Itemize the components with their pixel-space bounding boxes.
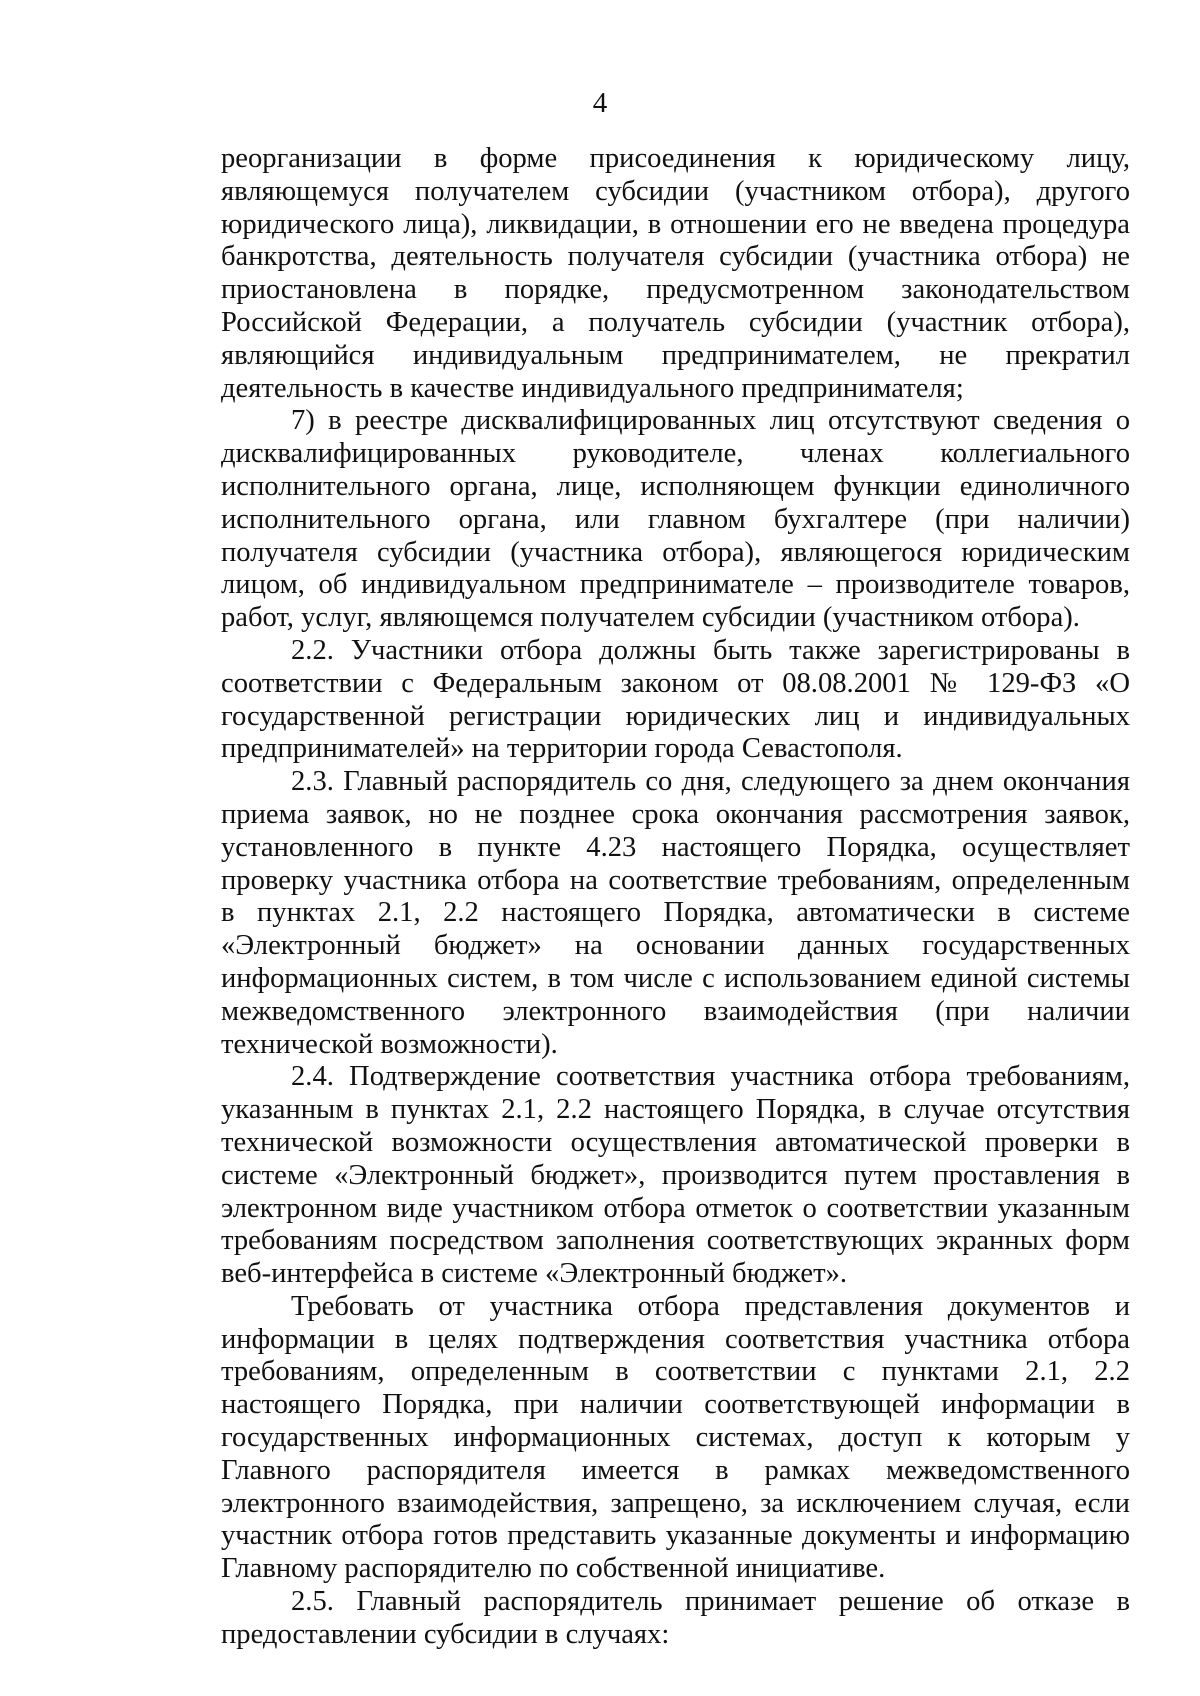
paragraph-2-5: 2.5. Главный распорядитель принимает решение об отказе в предоставлении субсидии в случаях: — [221, 1586, 1130, 1650]
paragraph-2-4: 2.4. Подтверждение соответствия участника отбора требованиям, указанным в пунктах 2.1, 2.2 настоящего Порядка, в случае отсутствия технической возможности осуществления автоматической проверки в системе «Электронный бюджет», производится путем проставления в электронном виде участником отбора отметок о соответствии указанным требованиям посредством заполнения соответствующих экранных форм веб-интерфейса в системе «Электронный бюджет». — [221, 1061, 1130, 1290]
page-number: 4 — [592, 87, 608, 119]
document-body — [221, 143, 1130, 1652]
paragraph-2-3: 2.3. Главный распорядитель со дня, следующего за днем окончания приема заявок, но не позднее срока окончания рассмотрения заявок, установленного в пункте 4.23 настоящего Порядка, осуществляет проверку участника отбора на соответствие требованиям, определенным в пунктах 2.1, 2.2 настоящего Порядка, автоматически в системе «Электронный бюджет» на основании данных государственных информационных систем, в том числе с использованием единой системы межведомственного электронного взаимодействия (при наличии технической возможности). — [221, 766, 1130, 1060]
paragraph-item-7: 7) в реестре дисквалифицированных лиц отсутствуют сведения о дисквалифицированных руководителе, членах коллегиального исполнительного органа, лице, исполняющем функции единоличного исполнительного органа, или главном бухгалтере (при наличии) получателя субсидии (участника отбора), являющегося юридическим лицом, об индивидуальном предпринимателе – производителе товаров, работ, услуг, являющемся получателем субсидии (участником отбора). — [221, 405, 1130, 634]
paragraph-2-4-requirement: Требовать от участника отбора представления документов и информации в целях подтверждения соответствия участника отбора требованиям, определенным в соответствии с пунктами 2.1, 2.2 настоящего Порядка, при наличии соответствующей информации в государственных информационных системах, доступ к которым у Главного распорядителя имеется в рамках межведомственного электронного взаимодействия, запрещено, за исключением случая, если участник отбора готов представить указанные документы и информацию Главному распорядителю по собственной инициативе. — [221, 1290, 1130, 1585]
paragraph-2-2: 2.2. Участники отбора должны быть также зарегистрированы в соответствии с Федеральным законом от 08.08.2001 № 129-ФЗ «О государственной регистрации юридических лиц и индивидуальных предпринимателей» на территории города Севастополя. — [221, 634, 1130, 765]
paragraph-continuation: реорганизации в форме присоединения к юридическому лицу, являющемуся получателем субсидии (участником отбора), другого юридического лица), ликвидации, в отношении его не введена процедура банкротства, деятельность получателя субсидии (участника отбора) не приостановлена в порядке, предусмотренном законодательством Российской Федерации, а получатель субсидии (участник отбора), являющийся индивидуальным предпринимателем, не прекратил деятельность в качестве индивидуального предпринимателя; — [221, 143, 1130, 404]
